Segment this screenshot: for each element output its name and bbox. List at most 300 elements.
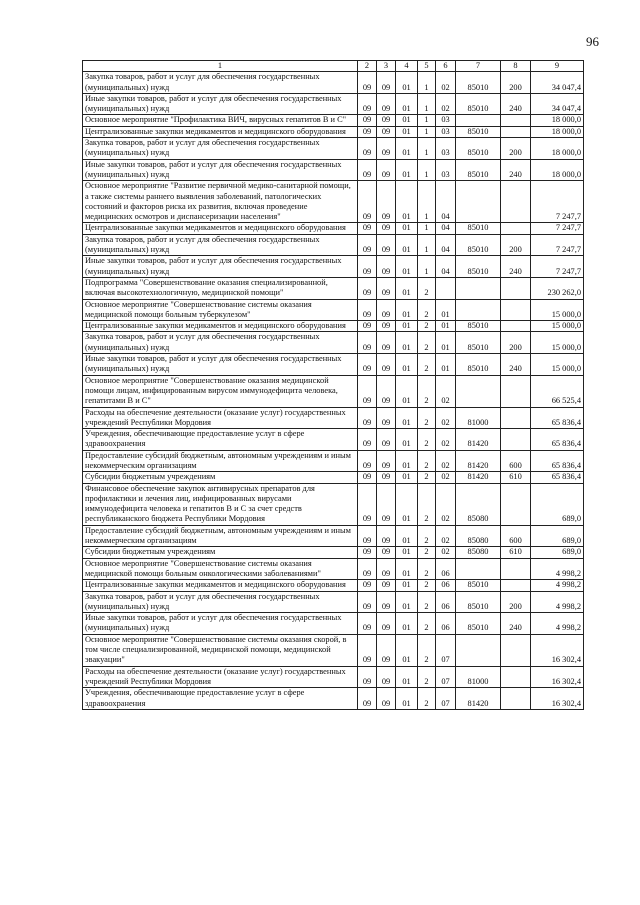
code-event: 02: [436, 375, 456, 407]
code-program: 01: [396, 580, 418, 591]
row-amount: 7 247,7: [531, 256, 584, 278]
code-section: 09: [377, 634, 396, 666]
code-section: 09: [377, 223, 396, 234]
row-name: Основное мероприятие "Профилактика ВИЧ, вирусных гепатитов В и С": [83, 115, 358, 126]
code-program: 01: [396, 450, 418, 472]
code-direction: 85010: [456, 72, 501, 94]
code-ministry: 09: [358, 483, 377, 525]
code-expense-type: [501, 375, 531, 407]
column-header: 1: [83, 61, 358, 72]
table-row: [83, 277, 584, 299]
row-name: Иные закупки товаров, работ и услуг для обеспечения государственных (муниципальных) нужд: [83, 159, 358, 181]
code-direction: 85010: [456, 234, 501, 256]
code-ministry: 09: [358, 688, 377, 710]
code-program: 01: [396, 234, 418, 256]
code-subprogram: 1: [418, 159, 436, 181]
code-event: 06: [436, 558, 456, 580]
code-expense-type: 240: [501, 613, 531, 635]
code-program: 01: [396, 115, 418, 126]
row-amount: 65 836,4: [531, 450, 584, 472]
code-direction: 85010: [456, 580, 501, 591]
code-direction: 81000: [456, 666, 501, 688]
code-expense-type: 240: [501, 256, 531, 278]
table-row: [83, 483, 584, 525]
code-ministry: 09: [358, 321, 377, 332]
code-ministry: 09: [358, 375, 377, 407]
code-direction: 85010: [456, 93, 501, 115]
code-ministry: 09: [358, 634, 377, 666]
row-amount: 65 836,4: [531, 472, 584, 483]
code-section: 09: [377, 450, 396, 472]
row-amount: 15 000,0: [531, 299, 584, 321]
code-subprogram: 2: [418, 472, 436, 483]
column-header: 2: [358, 61, 377, 72]
code-ministry: 09: [358, 223, 377, 234]
code-section: 09: [377, 407, 396, 429]
code-program: 01: [396, 558, 418, 580]
code-program: 01: [396, 407, 418, 429]
code-event: 01: [436, 299, 456, 321]
row-amount: 689,0: [531, 547, 584, 558]
row-name: Централизованные закупки медикаментов и медицинского оборудования: [83, 321, 358, 332]
row-name: Основное мероприятие "Совершенствование системы оказания скорой, в том числе специализированной, медицинской помощи, медицинской эвакуации": [83, 634, 358, 666]
code-event: [436, 277, 456, 299]
code-section: 09: [377, 483, 396, 525]
code-ministry: 09: [358, 472, 377, 483]
table-row: [83, 126, 584, 137]
code-program: 01: [396, 138, 418, 160]
table-row: [83, 375, 584, 407]
code-direction: 85010: [456, 256, 501, 278]
column-header: 4: [396, 61, 418, 72]
code-ministry: 09: [358, 93, 377, 115]
code-event: 02: [436, 407, 456, 429]
row-amount: 16 302,4: [531, 666, 584, 688]
row-amount: 15 000,0: [531, 332, 584, 354]
code-subprogram: 1: [418, 93, 436, 115]
code-section: 09: [377, 256, 396, 278]
code-program: 01: [396, 181, 418, 223]
code-subprogram: 2: [418, 450, 436, 472]
code-direction: [456, 299, 501, 321]
row-amount: 66 525,4: [531, 375, 584, 407]
code-event: 02: [436, 547, 456, 558]
code-section: 09: [377, 126, 396, 137]
code-ministry: 09: [358, 450, 377, 472]
table-row: [83, 332, 584, 354]
code-event: 02: [436, 483, 456, 525]
code-program: 01: [396, 688, 418, 710]
code-subprogram: 2: [418, 332, 436, 354]
code-program: 01: [396, 321, 418, 332]
code-section: 09: [377, 72, 396, 94]
code-subprogram: 2: [418, 407, 436, 429]
code-ministry: 09: [358, 126, 377, 137]
code-event: 06: [436, 591, 456, 613]
code-section: 09: [377, 688, 396, 710]
code-expense-type: [501, 429, 531, 451]
row-amount: 15 000,0: [531, 354, 584, 376]
row-amount: 18 000,0: [531, 159, 584, 181]
code-ministry: 09: [358, 354, 377, 376]
code-event: 02: [436, 72, 456, 94]
table-row: [83, 688, 584, 710]
code-direction: 85010: [456, 613, 501, 635]
row-name: Подпрограмма "Совершенствование оказания специализированной, включая высокотехнологичную, медицинской помощи": [83, 277, 358, 299]
code-expense-type: 200: [501, 234, 531, 256]
code-event: 02: [436, 525, 456, 547]
code-section: 09: [377, 558, 396, 580]
code-subprogram: 2: [418, 354, 436, 376]
table-row: [83, 115, 584, 126]
code-ministry: 09: [358, 181, 377, 223]
code-program: 01: [396, 354, 418, 376]
code-program: 01: [396, 634, 418, 666]
code-expense-type: [501, 115, 531, 126]
code-section: 09: [377, 580, 396, 591]
code-program: 01: [396, 591, 418, 613]
table-row: [83, 72, 584, 94]
code-program: 01: [396, 472, 418, 483]
code-program: 01: [396, 429, 418, 451]
code-program: 01: [396, 72, 418, 94]
table-row: [83, 525, 584, 547]
row-amount: 4 998,2: [531, 613, 584, 635]
code-expense-type: [501, 580, 531, 591]
code-ministry: 09: [358, 547, 377, 558]
code-subprogram: 2: [418, 580, 436, 591]
code-direction: [456, 277, 501, 299]
row-amount: 65 836,4: [531, 407, 584, 429]
code-direction: 85010: [456, 332, 501, 354]
code-section: 09: [377, 354, 396, 376]
code-expense-type: [501, 407, 531, 429]
code-event: 03: [436, 159, 456, 181]
table-row: [83, 354, 584, 376]
row-amount: 34 047,4: [531, 93, 584, 115]
table-row: [83, 547, 584, 558]
row-amount: 7 247,7: [531, 234, 584, 256]
table-row: [83, 580, 584, 591]
code-subprogram: 2: [418, 688, 436, 710]
code-section: 09: [377, 332, 396, 354]
row-name: Закупка товаров, работ и услуг для обеспечения государственных (муниципальных) нужд: [83, 591, 358, 613]
code-direction: 85010: [456, 126, 501, 137]
code-expense-type: 200: [501, 138, 531, 160]
table-row: [83, 181, 584, 223]
code-event: 02: [436, 429, 456, 451]
code-event: 01: [436, 332, 456, 354]
code-expense-type: 200: [501, 591, 531, 613]
code-event: 04: [436, 234, 456, 256]
code-section: 09: [377, 321, 396, 332]
code-direction: [456, 181, 501, 223]
table-row: [83, 613, 584, 635]
table-row: [83, 429, 584, 451]
code-ministry: 09: [358, 666, 377, 688]
code-program: 01: [396, 547, 418, 558]
code-event: 02: [436, 472, 456, 483]
row-amount: 4 998,2: [531, 580, 584, 591]
code-program: 01: [396, 223, 418, 234]
row-name: Основное мероприятие "Совершенствование системы оказания медицинской помощи больным онкологическими заболеваниями": [83, 558, 358, 580]
table-row: [83, 93, 584, 115]
code-ministry: 09: [358, 234, 377, 256]
code-ministry: 09: [358, 580, 377, 591]
row-name: Закупка товаров, работ и услуг для обеспечения государственных (муниципальных) нужд: [83, 332, 358, 354]
code-subprogram: 1: [418, 181, 436, 223]
row-amount: 65 836,4: [531, 429, 584, 451]
code-expense-type: [501, 181, 531, 223]
code-section: 09: [377, 591, 396, 613]
table-row: [83, 234, 584, 256]
column-header: 9: [531, 61, 584, 72]
table-row: [83, 591, 584, 613]
code-section: 09: [377, 429, 396, 451]
code-expense-type: 600: [501, 450, 531, 472]
code-expense-type: 240: [501, 354, 531, 376]
code-subprogram: 2: [418, 591, 436, 613]
code-subprogram: 2: [418, 666, 436, 688]
code-event: 01: [436, 321, 456, 332]
code-expense-type: [501, 666, 531, 688]
code-program: 01: [396, 525, 418, 547]
code-section: 09: [377, 525, 396, 547]
table-row: [83, 634, 584, 666]
row-name: Иные закупки товаров, работ и услуг для обеспечения государственных (муниципальных) нужд: [83, 354, 358, 376]
row-name: Централизованные закупки медикаментов и медицинского оборудования: [83, 126, 358, 137]
code-event: 02: [436, 450, 456, 472]
code-expense-type: [501, 321, 531, 332]
row-name: Учреждения, обеспечивающие предоставление услуг в сфере здравоохранения: [83, 429, 358, 451]
row-name: Финансовое обеспечение закупок антивирусных препаратов для профилактики и лечения лиц, инфицированных вирусами иммунодефицита человека и гепатитов В и С за счет средств республиканского бюджета Республики Мордовия: [83, 483, 358, 525]
code-direction: 81000: [456, 407, 501, 429]
code-event: 03: [436, 138, 456, 160]
code-direction: 81420: [456, 450, 501, 472]
code-event: 07: [436, 666, 456, 688]
code-section: 09: [377, 138, 396, 160]
code-ministry: 09: [358, 277, 377, 299]
code-program: 01: [396, 299, 418, 321]
code-subprogram: 1: [418, 115, 436, 126]
code-event: 04: [436, 181, 456, 223]
row-name: Закупка товаров, работ и услуг для обеспечения государственных (муниципальных) нужд: [83, 72, 358, 94]
code-event: 03: [436, 115, 456, 126]
code-direction: 85010: [456, 591, 501, 613]
table-row: [83, 472, 584, 483]
code-event: 04: [436, 223, 456, 234]
code-direction: [456, 634, 501, 666]
code-expense-type: [501, 558, 531, 580]
code-event: 04: [436, 256, 456, 278]
code-expense-type: 200: [501, 72, 531, 94]
code-section: 09: [377, 375, 396, 407]
code-expense-type: 240: [501, 159, 531, 181]
row-amount: 230 262,0: [531, 277, 584, 299]
code-direction: 85010: [456, 321, 501, 332]
row-name: Закупка товаров, работ и услуг для обеспечения государственных (муниципальных) нужд: [83, 138, 358, 160]
code-expense-type: [501, 277, 531, 299]
code-expense-type: [501, 126, 531, 137]
table-row: [83, 407, 584, 429]
code-expense-type: [501, 223, 531, 234]
code-section: 09: [377, 547, 396, 558]
code-direction: 81420: [456, 472, 501, 483]
code-subprogram: 1: [418, 72, 436, 94]
column-header: 6: [436, 61, 456, 72]
code-program: 01: [396, 332, 418, 354]
code-direction: 85010: [456, 159, 501, 181]
code-direction: 85010: [456, 138, 501, 160]
row-amount: 7 247,7: [531, 223, 584, 234]
code-ministry: 09: [358, 407, 377, 429]
code-program: 01: [396, 483, 418, 525]
code-direction: 85010: [456, 223, 501, 234]
table-row: [83, 450, 584, 472]
budget-table: [82, 60, 584, 710]
code-event: 03: [436, 126, 456, 137]
row-name: Учреждения, обеспечивающие предоставление услуг в сфере здравоохранения: [83, 688, 358, 710]
row-amount: 18 000,0: [531, 126, 584, 137]
code-direction: [456, 558, 501, 580]
row-amount: 15 000,0: [531, 321, 584, 332]
row-name: Субсидии бюджетным учреждениям: [83, 472, 358, 483]
row-amount: 7 247,7: [531, 181, 584, 223]
row-name: Иные закупки товаров, работ и услуг для обеспечения государственных (муниципальных) нужд: [83, 93, 358, 115]
code-direction: 81420: [456, 429, 501, 451]
code-subprogram: 2: [418, 558, 436, 580]
code-ministry: 09: [358, 591, 377, 613]
code-expense-type: 610: [501, 547, 531, 558]
code-expense-type: 200: [501, 332, 531, 354]
code-direction: 85010: [456, 354, 501, 376]
code-section: 09: [377, 666, 396, 688]
code-subprogram: 2: [418, 429, 436, 451]
code-subprogram: 2: [418, 299, 436, 321]
code-subprogram: 2: [418, 525, 436, 547]
code-ministry: 09: [358, 429, 377, 451]
code-program: 01: [396, 613, 418, 635]
code-section: 09: [377, 115, 396, 126]
code-ministry: 09: [358, 115, 377, 126]
code-event: 07: [436, 634, 456, 666]
row-name: Иные закупки товаров, работ и услуг для обеспечения государственных (муниципальных) нужд: [83, 256, 358, 278]
code-program: 01: [396, 375, 418, 407]
row-name: Централизованные закупки медикаментов и медицинского оборудования: [83, 580, 358, 591]
row-name: Расходы на обеспечение деятельности (оказание услуг) государственных учреждений Республики Мордовия: [83, 666, 358, 688]
row-name: Иные закупки товаров, работ и услуг для обеспечения государственных (муниципальных) нужд: [83, 613, 358, 635]
row-name: Основное мероприятие "Совершенствование оказания медицинской помощи лицам, инфицированным вирусом иммунодефицита человека, гепатитами В и С": [83, 375, 358, 407]
code-subprogram: 2: [418, 547, 436, 558]
code-expense-type: 610: [501, 472, 531, 483]
row-amount: 18 000,0: [531, 115, 584, 126]
code-program: 01: [396, 159, 418, 181]
page-number: 96: [586, 34, 599, 49]
code-program: 01: [396, 256, 418, 278]
code-direction: 85080: [456, 525, 501, 547]
code-expense-type: [501, 483, 531, 525]
row-name: Основное мероприятие "Развитие первичной медико-санитарной помощи, а также системы раннего выявления заболеваний, патологических состояний и факторов риска их развития, включая проведение медицинских осмотров и диспансеризации населения": [83, 181, 358, 223]
code-expense-type: 600: [501, 525, 531, 547]
code-subprogram: 2: [418, 634, 436, 666]
code-program: 01: [396, 666, 418, 688]
row-name: Предоставление субсидий бюджетным, автономным учреждениям и иным некоммерческим организациям: [83, 525, 358, 547]
code-direction: [456, 375, 501, 407]
table-row: [83, 256, 584, 278]
code-section: 09: [377, 93, 396, 115]
table-row: [83, 159, 584, 181]
row-amount: 689,0: [531, 483, 584, 525]
row-amount: 16 302,4: [531, 634, 584, 666]
code-section: 09: [377, 472, 396, 483]
code-subprogram: 2: [418, 375, 436, 407]
code-section: 09: [377, 181, 396, 223]
code-subprogram: 1: [418, 138, 436, 160]
column-header: 7: [456, 61, 501, 72]
code-ministry: 09: [358, 138, 377, 160]
table-row: [83, 299, 584, 321]
code-direction: 81420: [456, 688, 501, 710]
table-row: [83, 138, 584, 160]
column-header: 8: [501, 61, 531, 72]
code-subprogram: 1: [418, 126, 436, 137]
row-amount: 4 998,2: [531, 591, 584, 613]
code-direction: [456, 115, 501, 126]
column-header: 5: [418, 61, 436, 72]
table-row: [83, 223, 584, 234]
code-ministry: 09: [358, 525, 377, 547]
code-expense-type: [501, 299, 531, 321]
code-subprogram: 2: [418, 321, 436, 332]
table-row: [83, 558, 584, 580]
row-amount: 689,0: [531, 525, 584, 547]
code-event: 01: [436, 354, 456, 376]
code-subprogram: 2: [418, 277, 436, 299]
code-section: 09: [377, 277, 396, 299]
code-event: 06: [436, 580, 456, 591]
code-subprogram: 1: [418, 223, 436, 234]
code-ministry: 09: [358, 332, 377, 354]
row-name: Основное мероприятие "Совершенствование системы оказания медицинской помощи больным туберкулезом": [83, 299, 358, 321]
code-ministry: 09: [358, 613, 377, 635]
code-event: 02: [436, 93, 456, 115]
row-amount: 4 998,2: [531, 558, 584, 580]
code-event: 06: [436, 613, 456, 635]
code-direction: 85080: [456, 547, 501, 558]
column-header: 3: [377, 61, 396, 72]
row-amount: 34 047,4: [531, 72, 584, 94]
code-expense-type: [501, 634, 531, 666]
table-header-row: [83, 61, 584, 72]
code-section: 09: [377, 234, 396, 256]
code-program: 01: [396, 126, 418, 137]
row-name: Централизованные закупки медикаментов и медицинского оборудования: [83, 223, 358, 234]
row-amount: 16 302,4: [531, 688, 584, 710]
code-subprogram: 2: [418, 483, 436, 525]
code-expense-type: 240: [501, 93, 531, 115]
row-name: Предоставление субсидий бюджетным, автономным учреждениям и иным некоммерческим организациям: [83, 450, 358, 472]
row-name: Расходы на обеспечение деятельности (оказание услуг) государственных учреждений Республики Мордовия: [83, 407, 358, 429]
code-ministry: 09: [358, 256, 377, 278]
code-ministry: 09: [358, 299, 377, 321]
code-direction: 85080: [456, 483, 501, 525]
code-program: 01: [396, 93, 418, 115]
code-ministry: 09: [358, 72, 377, 94]
code-ministry: 09: [358, 159, 377, 181]
code-program: 01: [396, 277, 418, 299]
code-event: 07: [436, 688, 456, 710]
code-section: 09: [377, 613, 396, 635]
